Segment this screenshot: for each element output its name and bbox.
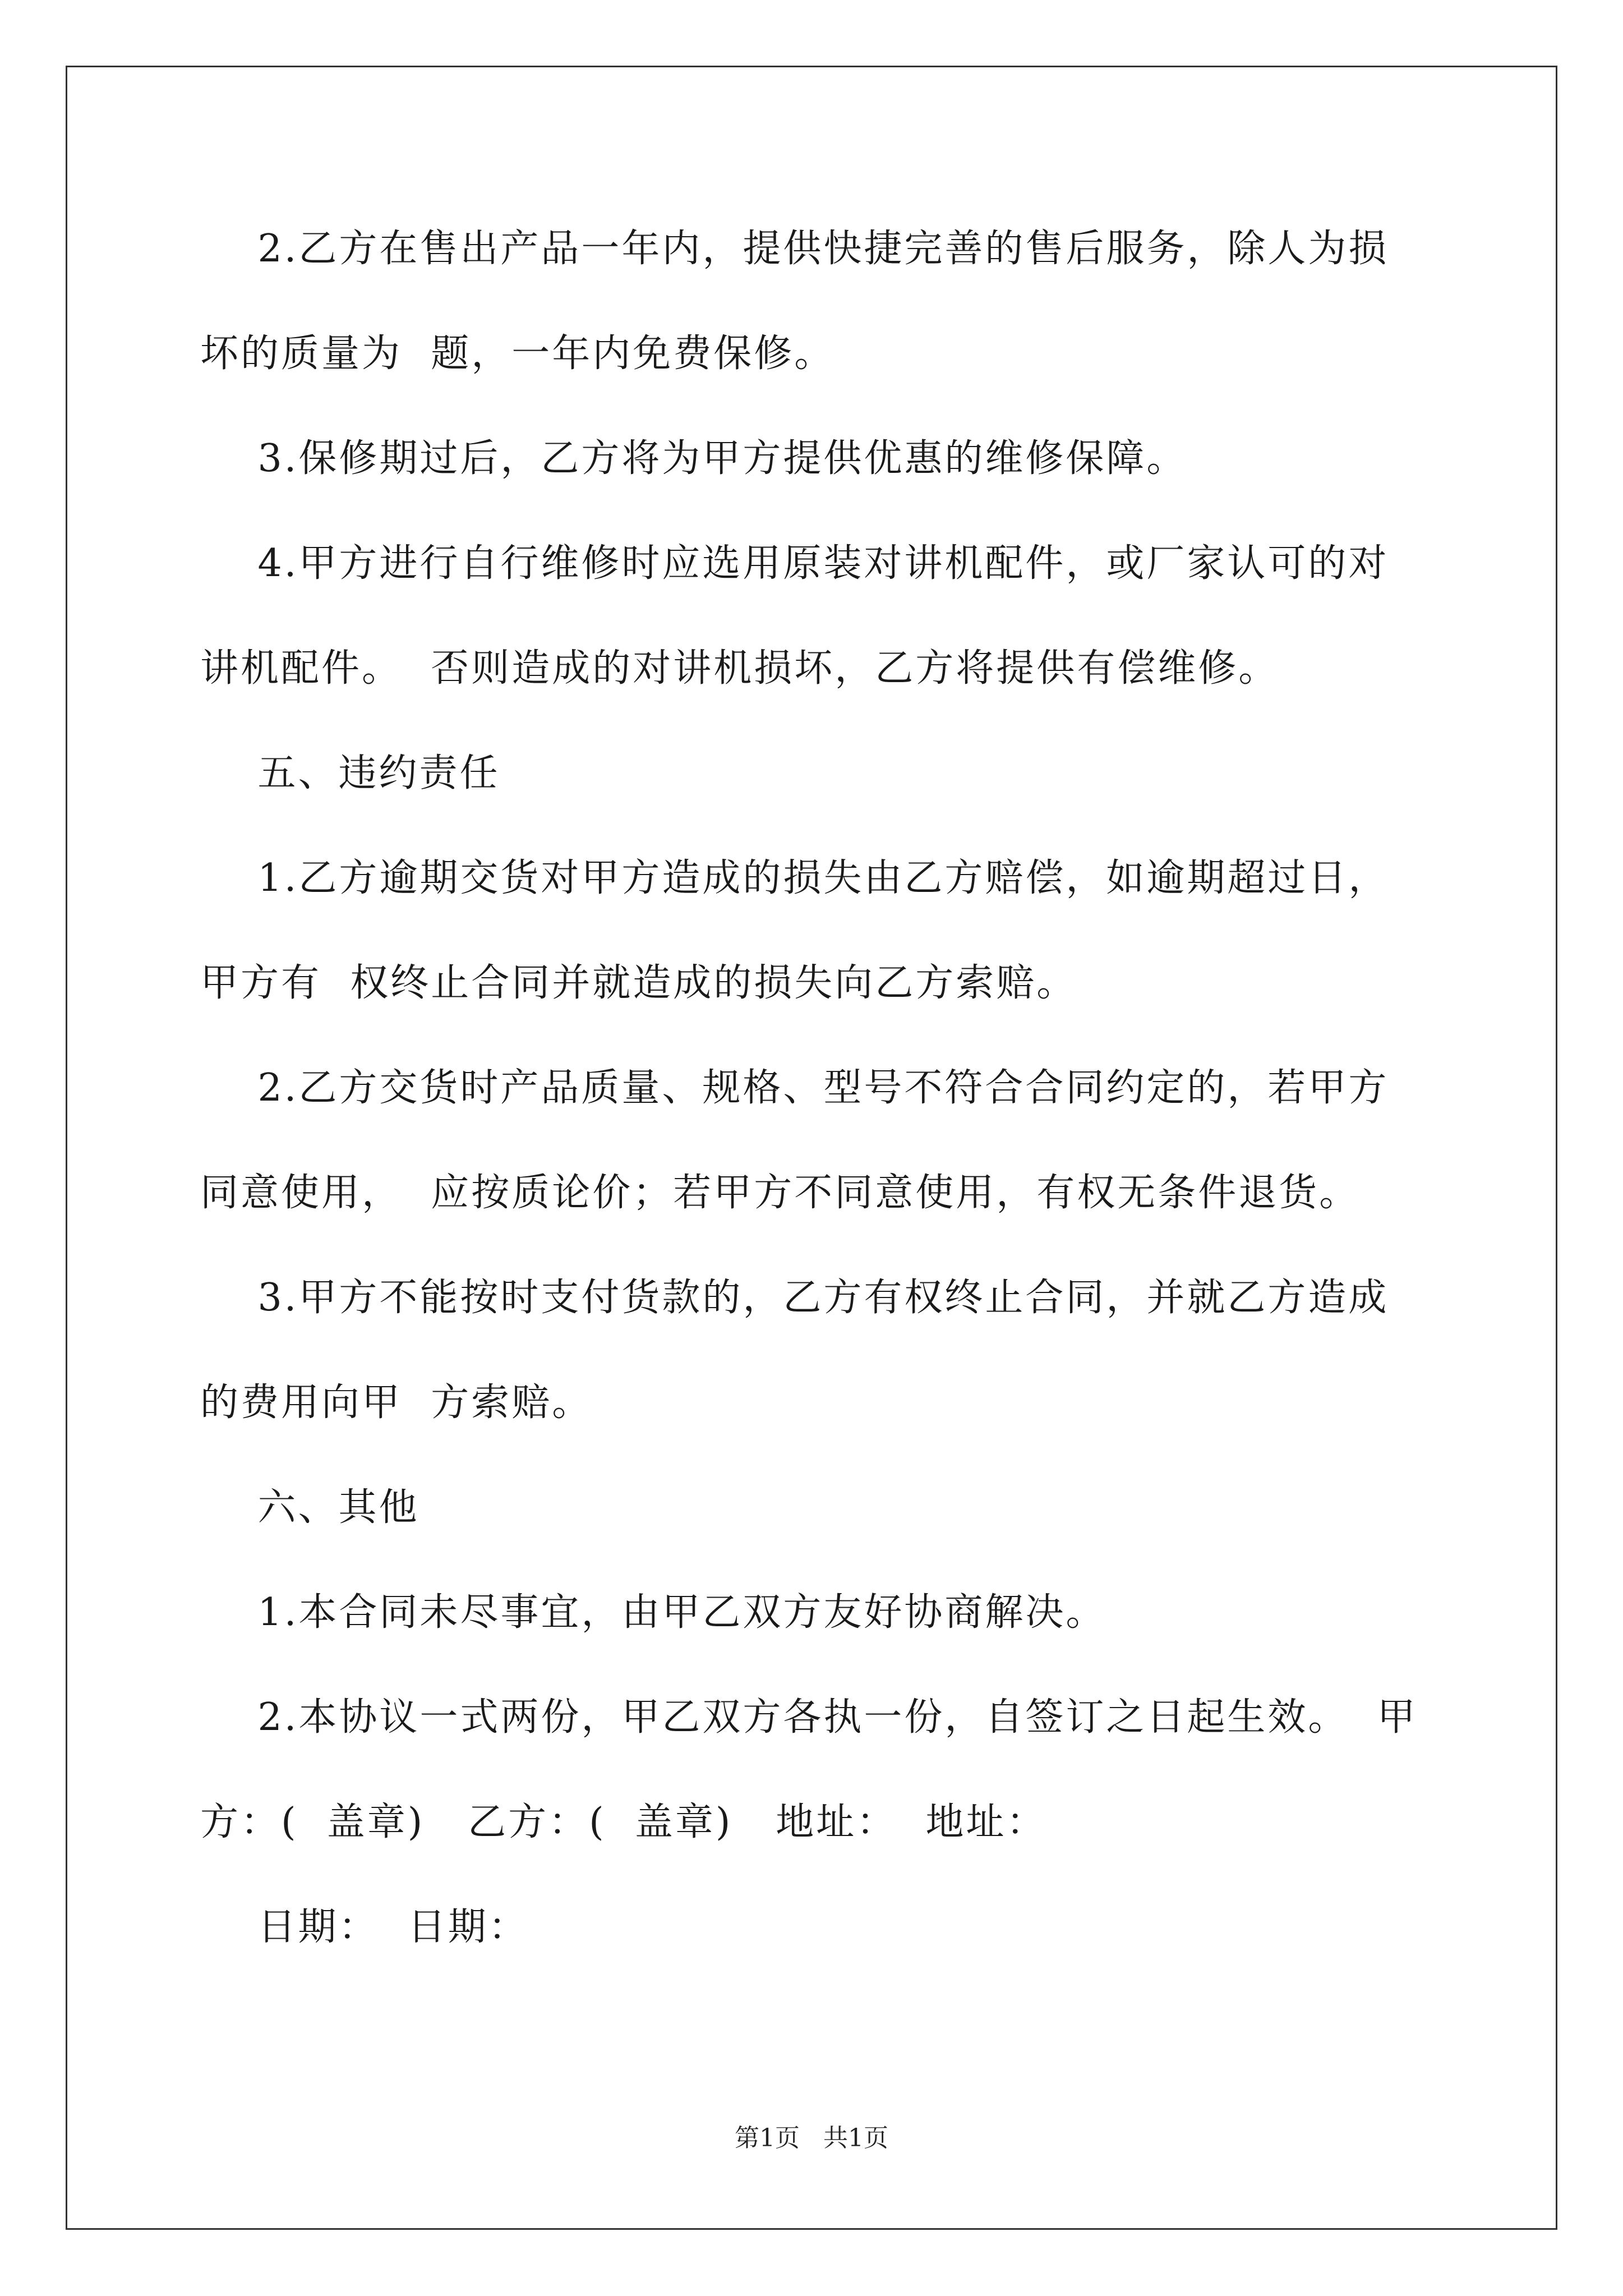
text-line: 讲机配件。 否则造成的对讲机损坏，乙方将提供有偿维修。 <box>200 646 1279 691</box>
text-line: 的费用向甲 方索赔。 <box>200 1381 593 1425</box>
text-line: 2.本协议一式两份，甲乙双方各执一份，自签订之日起生效。 甲 <box>200 1695 1418 1740</box>
text-line: 4.甲方进行自行维修时应选用原装对讲机配件，或厂家认可的对 <box>200 541 1389 586</box>
text-line: 3.甲方不能按时支付货款的，乙方有权终止合同，并就乙方造成 <box>200 1276 1389 1320</box>
date-line: 日期： 日期： <box>200 1905 529 1949</box>
text-line: 3.保修期过后，乙方将为甲方提供优惠的维修保障。 <box>200 436 1187 481</box>
text-line: 2.乙方交货时产品质量、规格、型号不符合合同约定的，若甲方 <box>200 1066 1389 1110</box>
text-line: 1.本合同未尽事宜，由甲乙双方友好协商解决。 <box>200 1590 1106 1635</box>
section-heading: 六、其他 <box>200 1485 419 1530</box>
section-heading: 五、违约责任 <box>200 751 500 795</box>
text-line: 1.乙方逾期交货对甲方造成的损失由乙方赔偿，如逾期超过日， <box>200 856 1389 900</box>
text-line: 同意使用， 应按质论价；若甲方不同意使用，有权无条件退货。 <box>200 1171 1360 1215</box>
signature-line: 方：( 盖章) 乙方：( 盖章) 地址： 地址： <box>200 1800 1047 1844</box>
text-line: 2.乙方在售出产品一年内，提供快捷完善的售后服务，除人为损 <box>200 227 1389 271</box>
text-line: 甲方有 权终止合同并就造成的损失向乙方索赔。 <box>200 961 1077 1005</box>
page-number: 第1页 共1页 <box>735 2124 888 2152</box>
text-line: 坏的质量为 题，一年内免费保修。 <box>200 332 835 376</box>
